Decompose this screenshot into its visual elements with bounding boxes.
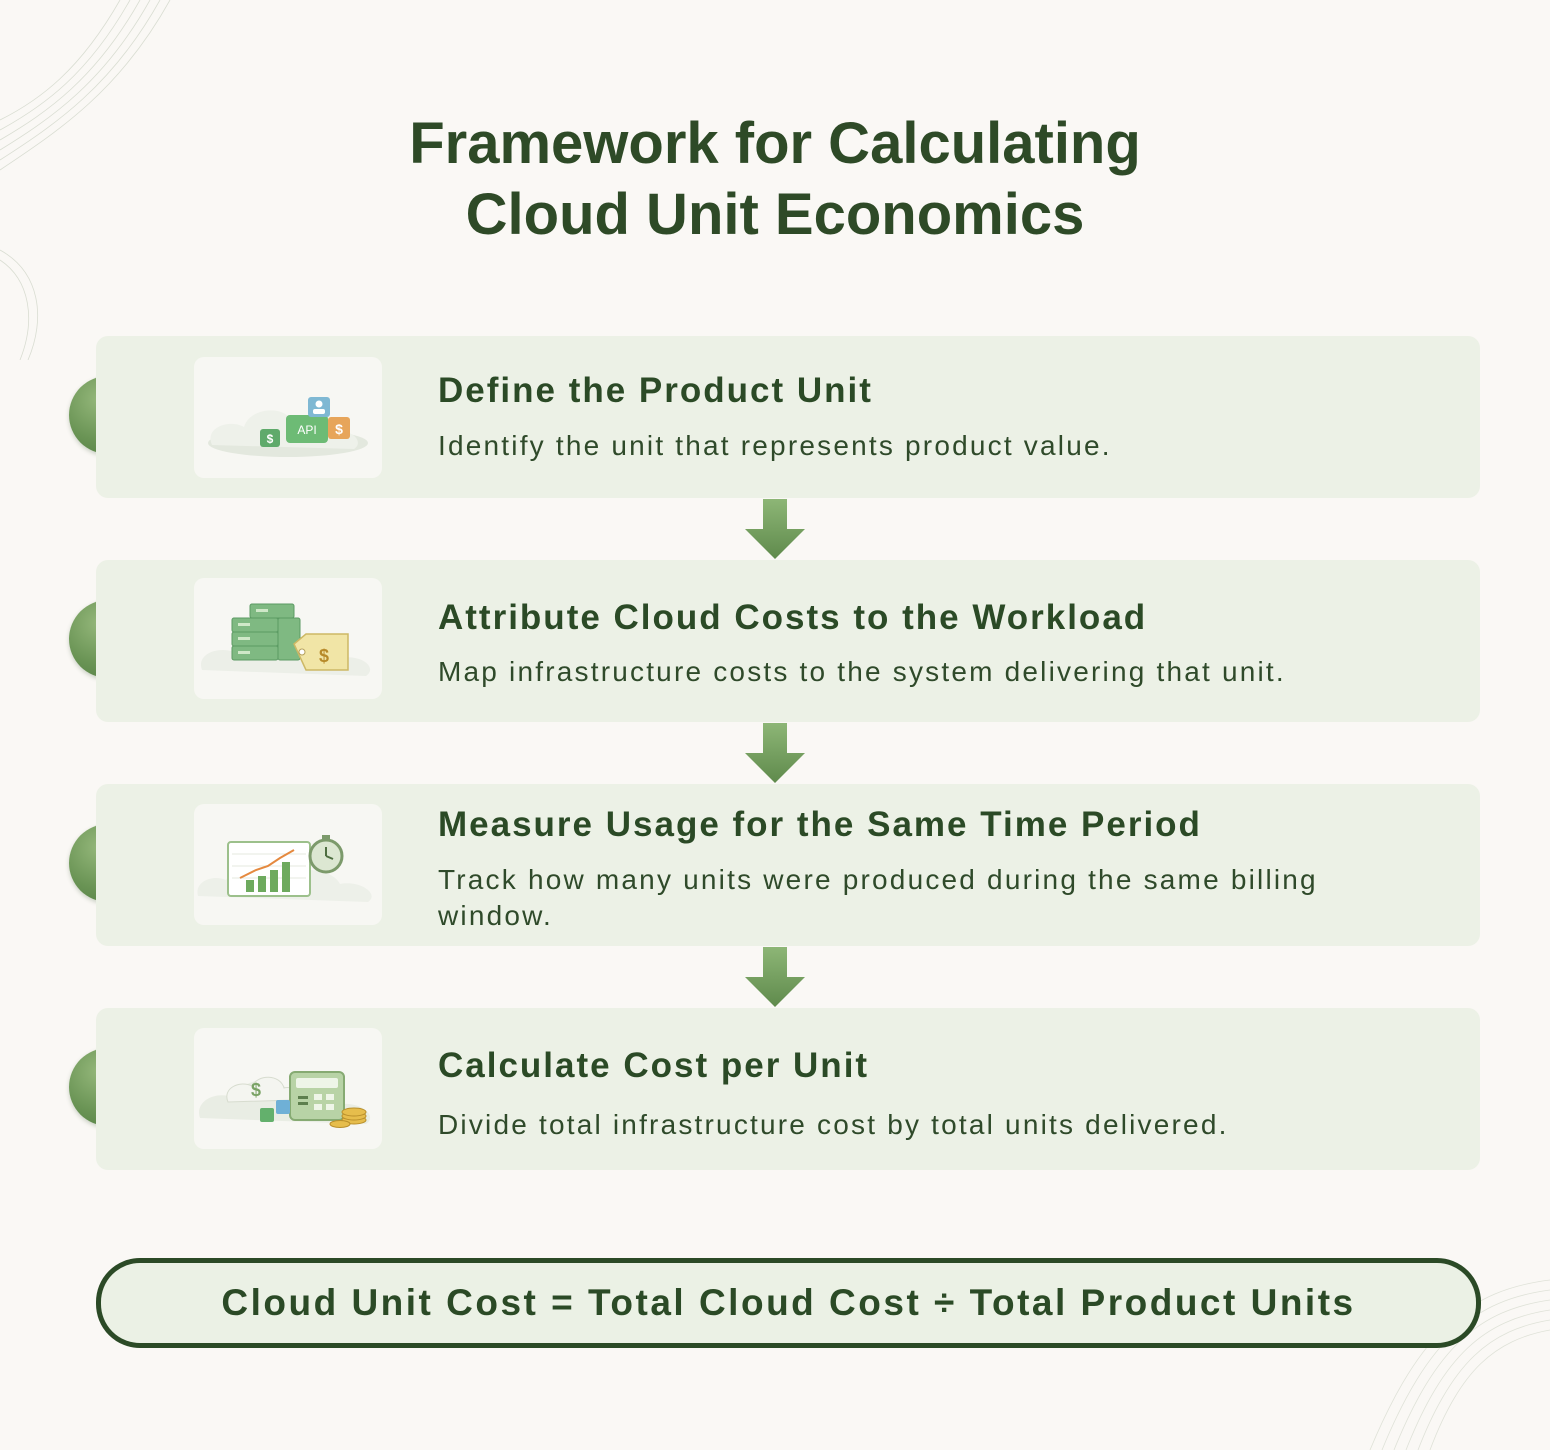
calculator-coins-icon [194,1028,382,1149]
title-line-2: Cloud Unit Economics [465,182,1085,247]
step-title-1: Define the Product Unit [438,371,873,410]
step-description-2: Map infrastructure costs to the system delivering that unit. [438,656,1286,687]
title-line-1: Framework for Calculating [409,111,1141,176]
icon-dollar-1: $ [266,432,274,446]
page-title [0,108,1550,250]
step-description-3: Track how many units were produced during the same billing window. [438,864,1318,931]
chart-stopwatch-icon [194,804,382,925]
down-arrow-icon-3 [745,947,805,1007]
step-card-3 [96,784,1480,946]
step-title-3: Measure Usage for the Same Time Period [438,805,1202,844]
step-card-4 [96,1008,1480,1170]
cloud-api-blocks-icon [194,357,382,478]
down-arrow-icon-2 [745,723,805,783]
step-card-1 [96,336,1480,498]
step-card-2 [96,560,1480,722]
icon-cloud-dollar: $ [250,1080,262,1100]
step-description-1: Identify the unit that represents product value. [438,430,1112,461]
icon-dollar-2: $ [335,421,343,437]
icon-api-label: API [297,423,317,437]
formula-banner: Cloud Unit Cost = Total Cloud Cost ÷ Total Product Units [96,1258,1481,1348]
down-arrow-icon-1 [745,499,805,559]
step-title-4: Calculate Cost per Unit [438,1046,870,1085]
server-price-tag-icon [194,578,382,699]
step-title-2: Attribute Cloud Costs to the Workload [438,598,1148,637]
step-description-4: Divide total infrastructure cost by total units delivered. [438,1109,1229,1140]
icon-price-dollar: $ [318,646,330,666]
